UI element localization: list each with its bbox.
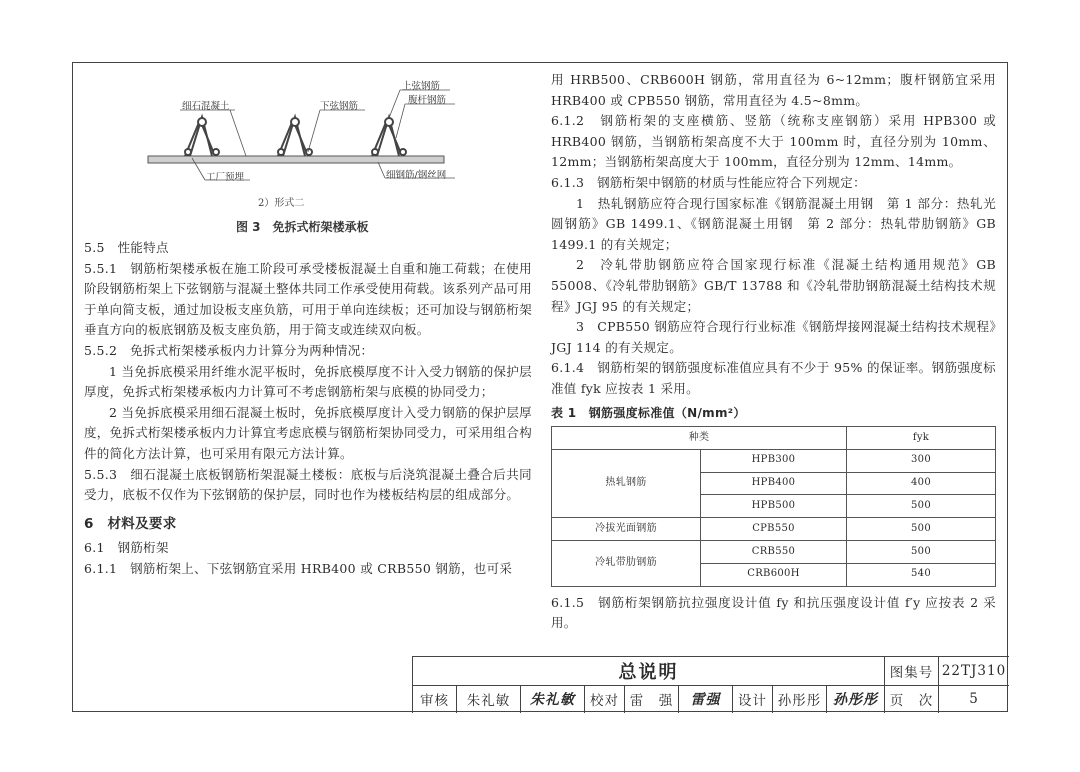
- figure-caption: 图 3 免拆式桁架楼承板: [236, 220, 369, 234]
- group-hot-rolled: 热轧钢筋: [552, 449, 701, 517]
- designer-name: 孙彤彤: [773, 685, 827, 713]
- label-top-chord: 上弦钢筋: [402, 81, 441, 92]
- check-label: 校对: [585, 685, 625, 713]
- para-6-1-2: 6.1.2 钢筋桁架的支座横筋、竖筋（统称支座钢筋）采用 HPB300 或 HRB400 钢筋，当钢筋桁架高度不大于 100mm 时，直径分别为 10mm、12mm；当钢筋桁架高度大于 100mm，直径分别为 12mm、14mm。: [551, 113, 996, 170]
- figure-subcaption: 2）形式二: [258, 198, 305, 209]
- para-5-5-2-item-1: 1 当免拆底模采用纤维水泥平板时，免拆底模厚度不计入受力钢筋的保护层厚度，免拆式桁架楼承板内力计算可不考虑钢筋桁架与底模的协同受力；: [84, 363, 532, 400]
- heading-6: 6 材料及要求: [84, 515, 177, 532]
- page-number: 5: [969, 691, 979, 707]
- table-caption: 表 1 钢筋强度标准值（N/mm²）: [551, 405, 746, 420]
- value-cell: 500: [847, 518, 996, 541]
- truss-1: [185, 117, 219, 156]
- value-cell: 400: [847, 472, 996, 495]
- grade-cell: CPB550: [701, 518, 847, 541]
- table-header-row: [552, 427, 996, 450]
- checker-name: 雷 强: [625, 685, 679, 713]
- strength-table: [551, 426, 996, 587]
- reviewer-name: 朱礼敏: [457, 685, 521, 713]
- table-head-fyk: fyk: [847, 427, 996, 450]
- label-bottom-chord: 下弦钢筋: [320, 101, 359, 112]
- para-6-1-3-item-3: 3 CPB550 钢筋应符合现行行业标准《钢筋焊接网混凝土结构技术规程》JGJ 114 的有关规定。: [551, 319, 996, 355]
- label-mesh: 细钢筋/钢丝网: [386, 170, 447, 181]
- label-web-bar: 腹杆钢筋: [408, 95, 447, 106]
- grade-cell: HPB500: [701, 495, 847, 518]
- table-row: [552, 541, 996, 564]
- para-6-1-3-item-2: 2 冷轧带肋钢筋应符合国家现行标准《混凝土结构通用规范》GB 55008、《冷轧带肋钢筋》GB/T 13788 和《冷轧带肋钢筋混凝土结构技术规程》JGJ 95 的有关规定；: [551, 257, 996, 314]
- grade-cell: HPB400: [701, 472, 847, 495]
- value-cell: 500: [847, 541, 996, 564]
- value-cell: 300: [847, 449, 996, 472]
- grade-cell: CRB600H: [701, 563, 847, 586]
- para-5-5-3: 5.5.3 细石混凝土底板钢筋桁架混凝土楼板：底板与后浇筑混凝土叠合后共同受力，底板不仅作为下弦钢筋的保护层，同时也作为楼板结构层的组成部分。: [84, 466, 532, 503]
- para-6-1-1-cont: 用 HRB500、CRB600H 钢筋，常用直径为 6~12mm；腹杆钢筋宜采用 HRB400 或 CPB550 钢筋，常用直径为 4.5~8mm。: [551, 72, 996, 108]
- title-block-row-2: [413, 685, 1009, 713]
- heading-5-5: 5.5 性能特点: [84, 240, 169, 255]
- bottom-formwork-plate: [148, 156, 444, 163]
- para-6-1-3-item-1: 1 热轧钢筋应符合现行国家标准《钢筋混凝土用钢 第 1 部分：热轧光圆钢筋》GB 1499.1、《钢筋混凝土用钢 第 2 部分：热轧带肋钢筋》GB 1499.1 的有关规定；: [551, 195, 996, 252]
- reviewer-signature: 朱礼敏: [521, 685, 585, 713]
- right-column: [551, 70, 996, 634]
- checker-signature: 雷强: [679, 685, 733, 713]
- title-block: [412, 656, 1009, 713]
- atlas-number: 22TJ310: [941, 663, 1007, 679]
- grade-cell: HPB300: [701, 449, 847, 472]
- group-cold-drawn: 冷拔光面钢筋: [552, 518, 701, 541]
- para-5-5-2-item-2: 2 当免拆底模采用细石混凝土板时，免拆底模厚度计入受力钢筋的保护层厚度，免拆式桁架楼承板内力计算宜考虑底模与钢筋桁架协同受力，可采用组合构件的简化方法计算，也可采用有限元方法计算。: [84, 404, 533, 461]
- label-fine-concrete: 细石混凝土: [182, 101, 230, 112]
- para-6-1-3: 6.1.3 钢筋桁架中钢筋的材质与性能应符合下列规定：: [551, 174, 866, 190]
- table-row: [552, 449, 996, 472]
- label-factory-embed: 工厂预埋: [206, 172, 245, 183]
- para-5-5-1: 5.5.1 钢筋桁架楼承板在施工阶段可承受楼板混凝土自重和施工荷载；在使用阶段钢筋桁架上下弦钢筋与混凝土整体共同工作承受使用荷载。该系列产品可用于单向简支板，通过加设板支座负筋，可用于单向连续板；还可加设与钢筋桁架垂直方向的板底钢筋及板支座负筋，用于简支或连续双向板。: [84, 260, 533, 338]
- value-cell: 500: [847, 495, 996, 518]
- value-cell: 540: [847, 563, 996, 586]
- para-6-1-1-start: 6.1.1 钢筋桁架上、下弦钢筋宜采用 HRB400 或 CRB550 钢筋，也可采: [84, 560, 513, 576]
- table-row: [552, 518, 996, 541]
- drawing-title: 总说明: [413, 657, 885, 685]
- review-label: 审核: [413, 685, 457, 713]
- para-6-1-4: 6.1.4 钢筋桁架的钢筋强度标准值应具有不少于 95% 的保证率。钢筋强度标准值 fyk 应按表 1 采用。: [551, 360, 996, 396]
- title-block-row-1: [413, 657, 1009, 686]
- para-5-5-2: 5.5.2 免拆式桁架楼承板内力计算分为两种情况：: [84, 342, 374, 358]
- truss-2: [278, 117, 312, 156]
- page-label: 页 次: [885, 685, 939, 713]
- atlas-label: 图集号: [885, 657, 939, 685]
- heading-6-1: 6.1 钢筋桁架: [84, 540, 169, 556]
- group-cold-ribbed: 冷轧带肋钢筋: [552, 541, 701, 587]
- left-column: [84, 238, 532, 580]
- designer-signature: 孙彤彤: [827, 685, 885, 713]
- para-6-1-5: 6.1.5 钢筋桁架钢筋抗拉强度设计值 fy 和抗压强度设计值 f′y 应按表 2 采用。: [551, 594, 996, 631]
- table-head-type: 种类: [552, 427, 847, 450]
- grade-cell: CRB550: [701, 541, 847, 564]
- design-label: 设计: [733, 685, 773, 713]
- truss-3: [372, 117, 406, 156]
